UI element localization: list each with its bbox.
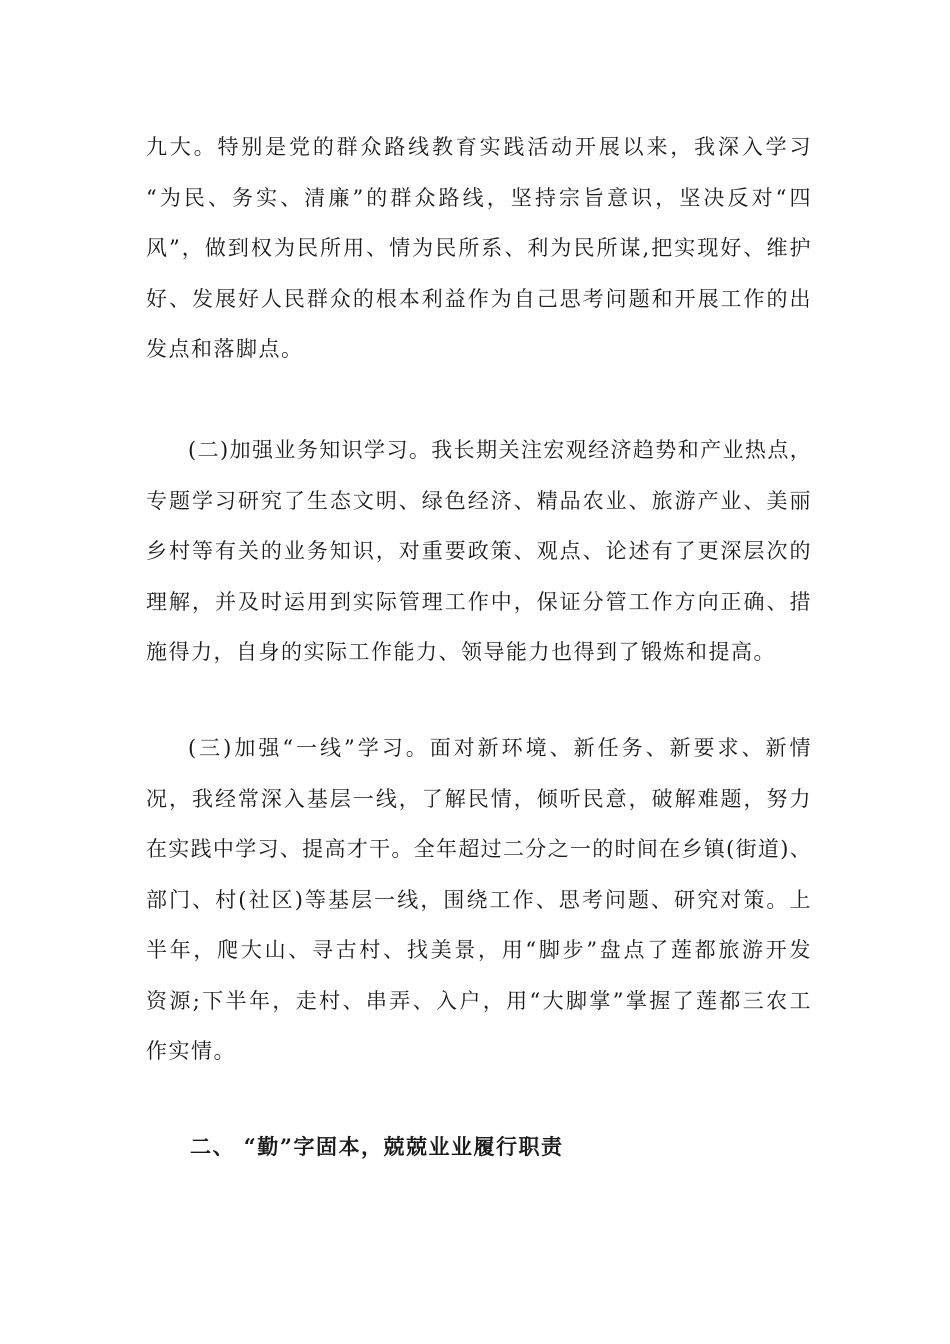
paragraph-line: 半年，爬大山、寻古村、找美景，用“脚步”盘点了莲都旅游开发 [146, 938, 812, 962]
paragraph-line: 施得力，自身的实际工作能力、领导能力也得到了锻炼和提高。 [146, 640, 776, 664]
paragraph-line: 发点和落脚点。 [146, 337, 304, 361]
paragraph-2 [146, 425, 812, 678]
paragraph-line: 况，我经常深入基层一线，了解民情，倾听民意，破解难题，努力 [146, 786, 812, 811]
paragraph-line: 乡村等有关的业务知识，对重要政策、观点、论述有了更深层次的 [146, 539, 812, 563]
paragraph-line: 理解，并及时运用到实际管理工作中，保证分管工作方向正确、措 [146, 589, 812, 614]
paragraph-line: 部门、村(社区)等基层一线，围绕工作、思考问题、研究对策。上 [146, 887, 812, 912]
paragraph-line: 好、发展好人民群众的根本利益作为自己思考问题和开展工作的出 [146, 286, 812, 311]
paragraph-line: 在实践中学习、提高才干。全年超过二分之一的时间在乡镇(街道)、 [146, 837, 812, 861]
paragraph-1 [146, 122, 812, 375]
section-heading: 二、 “勤”字固本，兢兢业业履行职责 [190, 1134, 564, 1159]
paragraph-line: 专题学习研究了生态文明、绿色经济、精品农业、旅游产业、美丽 [146, 488, 812, 513]
paragraph-line: 资源;下半年，走村、串弄、入户，用“大脚掌”掌握了莲都三农工 [146, 988, 812, 1013]
paragraph-3 [146, 723, 812, 1077]
paragraph-line: (三)加强“一线”学习。面对新环境、新任务、新要求、新情 [188, 736, 812, 760]
paragraph-line: (二)加强业务知识学习。我长期关注宏观经济趋势和产业热点， [188, 438, 812, 462]
paragraph-line: 九大。特别是党的群众路线教育实践活动开展以来，我深入学习 [146, 135, 812, 159]
paragraph-line: 作实情。 [146, 1039, 236, 1063]
paragraph-line: “为民、务实、清廉”的群众路线，坚持宗旨意识，坚决反对“四 [146, 185, 812, 210]
paragraph-line: 风”，做到权为民所用、情为民所系、利为民所谋,把实现好、维护 [146, 236, 812, 260]
